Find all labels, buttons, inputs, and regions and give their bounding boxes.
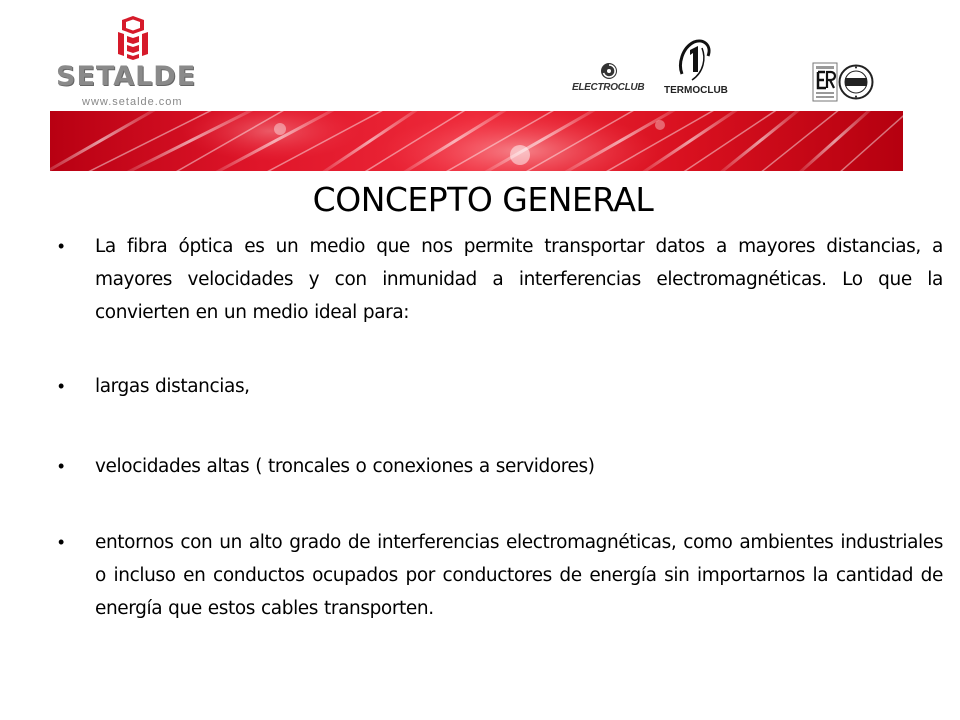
setalde-url: www.setalde.com bbox=[82, 96, 183, 108]
bullet-icon: • bbox=[58, 532, 65, 552]
iqnet-icon bbox=[838, 64, 874, 100]
setalde-mark-icon bbox=[116, 16, 150, 60]
electroclub-name: ELECTROCLUB bbox=[572, 82, 645, 93]
fiber-optic-banner bbox=[50, 111, 903, 171]
bullet-item bbox=[58, 370, 943, 403]
aenor-er-icon bbox=[812, 62, 838, 102]
electroclub-mark-icon bbox=[600, 62, 618, 80]
bullet-text: La fibra óptica es un medio que nos permite transportar datos a mayores distancias, a mayores velocidades y con inmunidad a interferencias electromagnéticas. Lo que la convierten en un medio ideal para: bbox=[95, 236, 943, 323]
bullet-item bbox=[58, 526, 943, 625]
slide-title: CONCEPTO GENERAL bbox=[312, 180, 654, 219]
termoclub-mark-icon bbox=[674, 38, 714, 84]
bullet-item bbox=[58, 450, 943, 483]
setalde-wordmark: SETALDE bbox=[56, 61, 197, 92]
bullet-text: velocidades altas ( troncales o conexiones a servidores) bbox=[95, 456, 595, 477]
bullet-item bbox=[58, 230, 943, 329]
bullet-icon: • bbox=[58, 236, 65, 256]
electroclub-logo bbox=[570, 62, 650, 98]
setalde-logo bbox=[52, 16, 222, 108]
bullet-text: entornos con un alto grado de interferencias electromagnéticas, como ambientes industriales o incluso en conductos ocupados por conductores de energía sin importarnos la cantidad de energía que estos cables transporten. bbox=[95, 532, 943, 619]
bullet-text: largas distancias, bbox=[95, 376, 250, 397]
bullet-icon: • bbox=[58, 456, 65, 476]
bullet-icon: • bbox=[58, 376, 65, 396]
termoclub-name: TERMOCLUB bbox=[664, 85, 728, 96]
fiber-optic-light-streaks bbox=[50, 111, 903, 171]
termoclub-logo bbox=[660, 38, 732, 100]
